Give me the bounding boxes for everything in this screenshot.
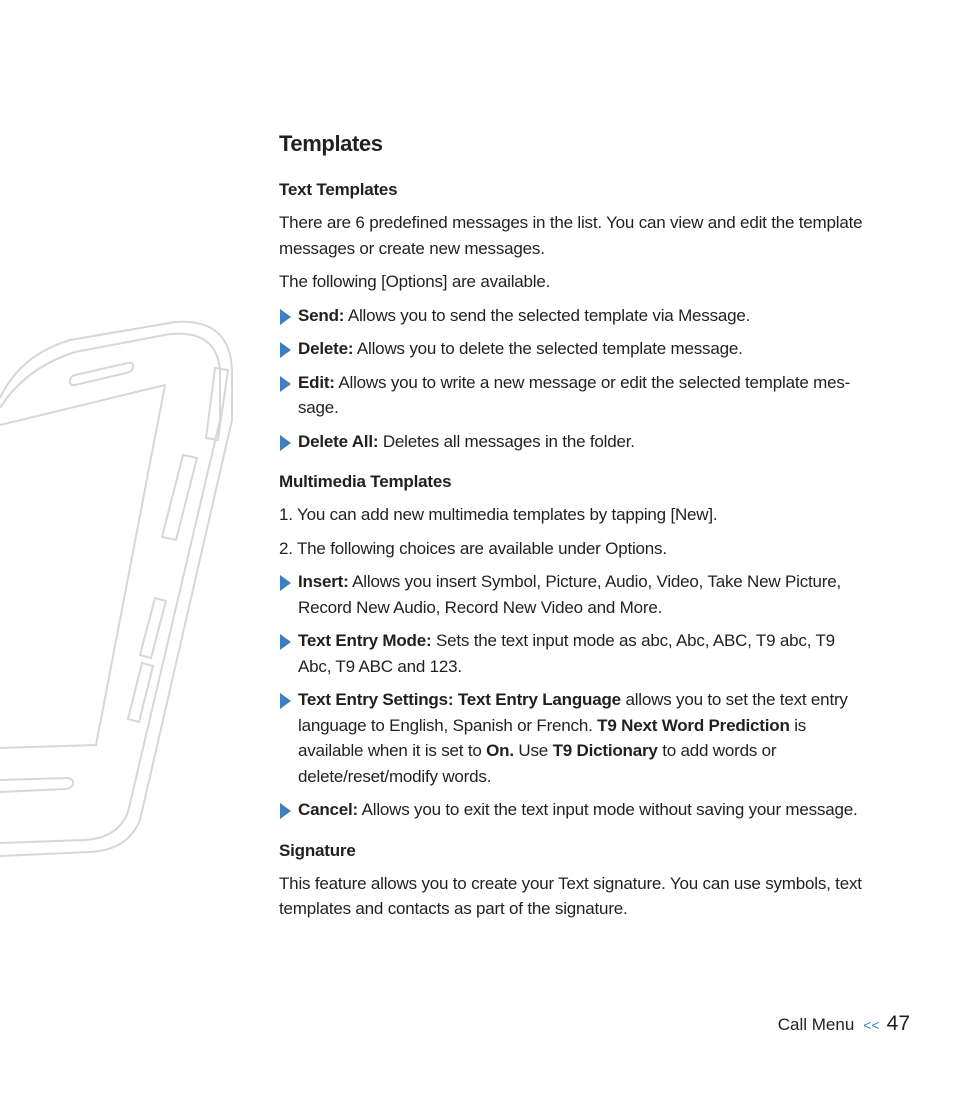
arrow-icon (280, 309, 291, 325)
phone-illustration (0, 0, 260, 880)
double-chevron-left-icon: << (863, 1017, 880, 1033)
phone-side-key-2 (162, 455, 197, 540)
list-item-edit (279, 370, 864, 421)
item-label: Delete: (298, 339, 354, 358)
item-bold-term: T9 Next Word Prediction (597, 715, 790, 735)
page-content (279, 128, 864, 930)
arrow-icon (280, 575, 291, 591)
list-item-text-entry-settings (279, 687, 864, 789)
page-footer (778, 1012, 910, 1036)
item-text: Allows you to send the selected template via Message. (347, 305, 751, 325)
item-text: Deletes all messages in the folder. (382, 431, 635, 451)
item-text: Use (518, 741, 549, 760)
signature-text: This feature allows you to create your Text signature. You can use symbols, text templates and contacts as part of the signature. (279, 873, 862, 918)
arrow-icon (280, 435, 291, 451)
arrow-icon (280, 803, 291, 819)
list-item-send (279, 303, 864, 329)
list-item-insert (279, 569, 864, 620)
item-text: Allows you to exit the text input mode without saving your message. (361, 800, 858, 819)
item-label: Insert: (298, 572, 349, 591)
footer-section-name: Call Menu (777, 1015, 855, 1034)
arrow-icon (280, 376, 291, 392)
item-label: Text Entry Mode: (298, 631, 432, 650)
arrow-icon (280, 342, 291, 358)
list-item-delete (279, 336, 864, 362)
arrow-icon (280, 634, 291, 650)
phone-home-bar (0, 778, 73, 792)
phone-side-key-4 (128, 663, 153, 722)
item-text: allows you to set the text entry language to English, Spanish or French. (298, 690, 848, 735)
section-heading-multimedia-templates: Multimedia Templates (279, 472, 452, 491)
phone-screen (0, 385, 165, 748)
item-bold-term: On. (486, 741, 514, 760)
item-text: is available when it is set to (298, 715, 807, 760)
text-templates-intro: There are 6 predefined messages in the list. You can view and edit the template messages or create new messages. (279, 213, 863, 258)
multimedia-step-2: 2. The following choices are available under Options. (279, 538, 667, 558)
list-item-cancel (279, 797, 864, 823)
item-label: Cancel: (298, 800, 359, 819)
section-heading-signature: Signature (279, 840, 356, 860)
page-number: 47 (886, 1012, 910, 1035)
item-label: Edit: (298, 372, 335, 392)
page-title: Templates (279, 131, 383, 156)
section-heading-text-templates: Text Templates (279, 180, 398, 199)
item-label: Send: (298, 305, 345, 325)
list-item-text-entry-mode (279, 628, 864, 679)
multimedia-step-1: 1. You can add new multimedia templates by tapping [New]. (279, 505, 718, 524)
item-text: Sets the text input mode as abc, Abc, ABC, T9 abc, T9 Abc, T9 ABC and 123. (298, 631, 835, 676)
phone-body-outer (0, 322, 232, 856)
item-text: Allows you to write a new message or edit the selected template mes-sage. (298, 372, 851, 417)
phone-side-key-3 (140, 598, 166, 658)
item-label: Text Entry Settings: Text Entry Language (298, 690, 621, 709)
phone-body-inner (0, 334, 220, 843)
item-text: to add words or delete/reset/modify words. (298, 741, 777, 786)
phone-speaker (70, 363, 133, 385)
arrow-icon (280, 693, 291, 709)
item-text: Allows you to delete the selected template message. (356, 339, 743, 358)
item-text: Allows you insert Symbol, Picture, Audio, Video, Take New Picture, Record New Audio, Record New Video and More. (298, 572, 842, 617)
item-bold-term: T9 Dictionary (552, 741, 658, 760)
options-line: The following [Options] are available. (279, 272, 551, 291)
list-item-delete-all (279, 429, 864, 455)
item-label: Delete All: (298, 431, 379, 451)
